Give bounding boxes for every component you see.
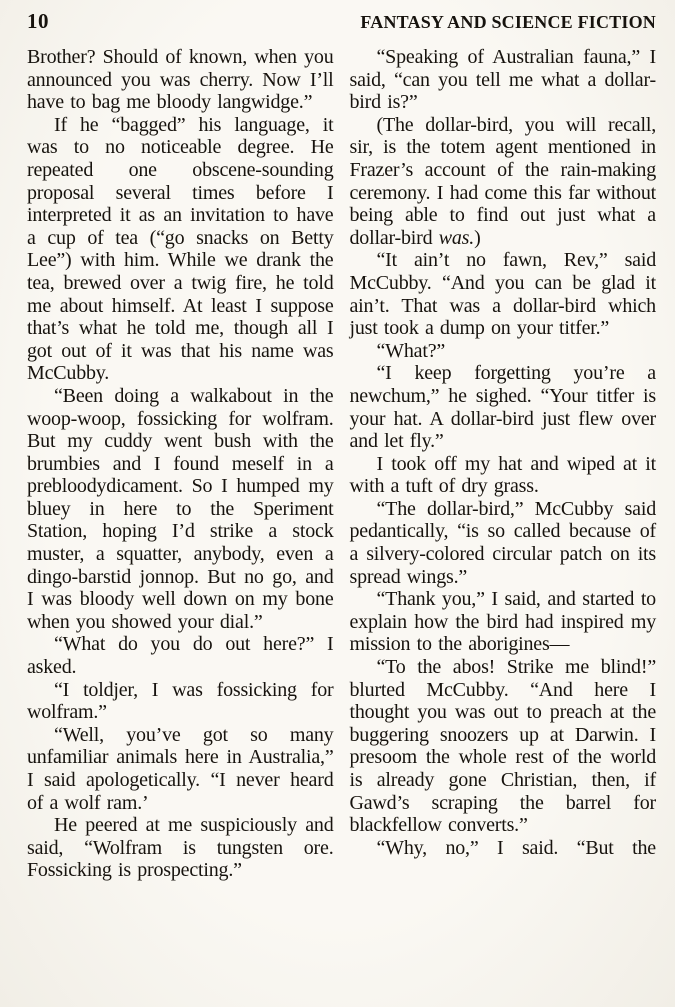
text-run: “I toldjer, I was fossicking for wolfram.” [27, 678, 334, 724]
text-run: “What do you do out here?” I asked. [27, 633, 334, 679]
text-run: ) [474, 226, 481, 249]
paragraph [350, 498, 657, 588]
paragraph [350, 656, 657, 837]
page-header [27, 9, 656, 34]
paragraph [350, 588, 657, 656]
paragraph [27, 679, 334, 724]
text-run: I took off my hat and wiped at it with a tuft of dry grass. [349, 452, 656, 498]
magazine-title: FANTASY AND SCIENCE FICTION [360, 12, 656, 32]
text-run: was. [438, 226, 475, 249]
text-run: “Speaking of Australian fauna,” I said, “can you tell me what a dollar-bird is?” [349, 46, 656, 114]
text-run: “Thank you,” I said, and started to explain how the bird had inspired my mission to the aborigines— [349, 588, 656, 656]
paragraph [350, 340, 657, 363]
column-left [27, 46, 334, 882]
paragraph [350, 837, 657, 860]
text-run: If he “bagged” his language, it was to no noticeable degree. He repeated one obscene-sounding proposal several times before I interpreted it as an invitation to have a cup of tea (“go snacks on Betty Lee”) with him. While we drank the tea, brewed over a twig fire, he told me about himself. At least I suppose that’s what he told me, though all I got out of it was that his name was McCubby. [27, 113, 334, 385]
paragraph [27, 46, 334, 114]
text-run: “Been doing a walkabout in the woop-woop, fossicking for wolfram. But my cuddy went bush with the brumbies and I found meself in a prebloodydicament. So I humped my bluey in here to the Speriment Station, hoping I’d strike a stock muster, a squatter, anybody, even a dingo-barstid jonnop. But no go, and I was bloody well down on my bone when you showed your dial.” [27, 384, 334, 633]
text-run: “What?” [376, 339, 446, 362]
paragraph [27, 814, 334, 882]
column-right [350, 46, 657, 882]
text-columns [27, 46, 656, 882]
text-run: (The dollar-bird, you will recall, sir, is the totem agent mentioned in Frazer’s account of the rain-making ceremony. I had come this far without being able to find out just what a dollar-bird [349, 113, 656, 249]
paragraph [27, 114, 334, 385]
paragraph [350, 46, 657, 114]
text-run: He peered at me suspiciously and said, “Wolfram is tungsten ore. Fossicking is prospecting.” [27, 814, 334, 882]
paragraph [27, 385, 334, 634]
paragraph [350, 249, 657, 339]
text-run: Brother? Should of known, when you announced you was cherry. Now I’ll have to bag me bloody langwidge.” [27, 46, 334, 114]
text-run: “Why, no,” I said. “But the [376, 836, 656, 859]
paragraph [27, 724, 334, 814]
text-run: “It ain’t no fawn, Rev,” said McCubby. “And you can be glad it ain’t. That was a dollar-bird which just took a dump on your titfer.” [349, 249, 656, 340]
paragraph [27, 633, 334, 678]
text-run: “The dollar-bird,” McCubby said pedantically, “is so called because of a silvery-colored circular patch on its spread wings.” [349, 497, 656, 588]
paragraph [350, 362, 657, 452]
paragraph [350, 114, 657, 250]
text-run: “To the abos! Strike me blind!” blurted McCubby. “And here I thought you was out to preach at the buggering snoozers up at Darwin. I presoom the whole rest of the world is already gone Christian, then, if Gawd’s scraping the barrel for blackfellow converts.” [349, 656, 656, 837]
text-run: “I keep forgetting you’re a newchum,” he sighed. “Your titfer is your hat. A dollar-bird just flew over and let fly.” [349, 362, 656, 453]
text-run: “Well, you’ve got so many unfamiliar animals here in Australia,” I said apologetically. “I never heard of a wolf ram.’ [27, 723, 334, 814]
paragraph [350, 453, 657, 498]
page-number: 10 [27, 9, 49, 33]
